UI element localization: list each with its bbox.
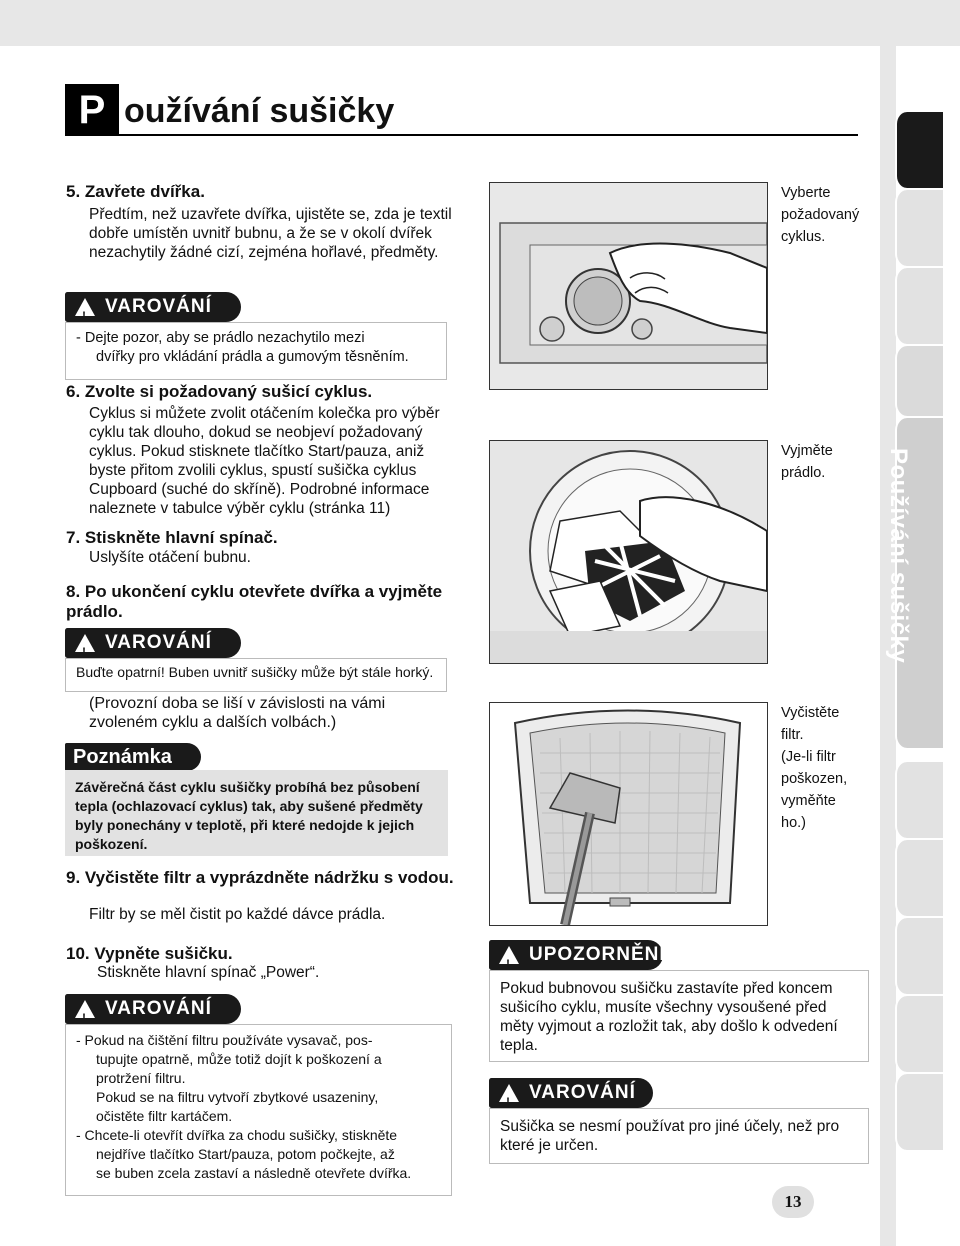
chapter-tab-9[interactable]	[895, 996, 943, 1072]
warning-icon	[75, 634, 95, 652]
step5-body: Předtím, než uzavřete dvířka, ujistěte se, zda je textil dobře umístěn uvnitř bubnu, a že se v okolí dvířek nezachytily žádné cizí, zejména hořlavé, předměty.	[89, 206, 452, 261]
warning-badge	[489, 1078, 653, 1108]
drum-laundry-illustration	[489, 440, 768, 664]
chapter-tab-3[interactable]	[895, 268, 943, 344]
warning-line: - Pokud na čištění filtru používáte vysavač, pos-	[76, 1032, 373, 1048]
note-box: Závěrečná část cyklu sušičky probíhá bez působení tepla (ochlazovací cyklus) tak, aby sušené předměty byly ponechány v teplotě, při které nedojde k jejich poškození.	[65, 770, 448, 856]
step6-body: Cyklus si můžete zvolit otáčením kolečka pro výběr cyklu tak dlouho, dokud se neobjeví požadovaný cyklus. Pokud stisknete tlačítko Start/pauza, aniž byste přitom zvolili cyklus, spustí sušička cyklus Cupboard (suché do skříně). Podrobné informace naleznete v tabulce výběr cyklu (stránka 11)	[89, 405, 440, 517]
caution-box: Pokud bubnovou sušičku zastavíte před koncem sušicího cyklu, musíte všechny vysoušené před měty vyjmout a rozložit tak, aby došlo k odvedení tepla.	[489, 970, 869, 1062]
warning-label: VAROVÁNÍ	[105, 296, 212, 317]
step9-body: Filtr by se měl čistit po každé dávce prádla.	[89, 906, 386, 923]
warning-line: Pokud se na filtru vytvoří zbytkové usazeniny,	[96, 1089, 379, 1105]
warning-box	[65, 322, 447, 380]
warning-badge	[65, 994, 241, 1024]
warning-line: - Chcete-li otevřít dvířka za chodu sušičky, stiskněte	[76, 1127, 398, 1143]
warning-badge	[65, 628, 241, 658]
header-rule	[65, 134, 858, 136]
warning-box: Sušička se nesmí používat pro jiné účely, než pro které je určen.	[489, 1108, 869, 1164]
step8-title: 8. Po ukončení cyklu otevřete dvířka a vyjměte prádlo.	[66, 582, 443, 621]
warning-line: Buďte opatrní! Buben uvnitř sušičky může být stále horký.	[76, 664, 434, 680]
caption-remove-laundry	[781, 440, 833, 484]
caption-select-cycle	[781, 182, 859, 248]
warning-line: se buben zcela zastaví a následně otevřete dvířka.	[96, 1165, 412, 1181]
caption-line: filtr.	[781, 727, 804, 743]
step9-title: 9. Vyčistěte filtr a vyprázdněte nádržku s vodou.	[66, 868, 454, 887]
caption-line: poškozen,	[781, 771, 848, 787]
step7-title: 7. Stiskněte hlavní spínač.	[66, 528, 278, 547]
caption-line: požadovaný	[781, 207, 860, 223]
step6-title: 6. Zvolte si požadovaný sušicí cyklus.	[66, 382, 373, 401]
warning-box	[65, 1024, 452, 1196]
caution-icon	[499, 946, 519, 964]
caution-badge	[489, 940, 666, 970]
step8-extra: (Provozní doba se liší v závislosti na vámi zvoleném cyklu a dalších volbách.)	[89, 695, 386, 731]
side-tab-title-text: Používání sušičky	[885, 448, 912, 664]
chapter-tab-1[interactable]	[895, 112, 943, 188]
caption-line: (Je-li filtr	[781, 749, 836, 765]
filter-cleaning-illustration	[489, 702, 768, 926]
chapter-tab-8[interactable]	[895, 918, 943, 994]
warning-box	[65, 658, 447, 692]
warning-badge	[65, 292, 241, 322]
page-number: 13	[772, 1186, 814, 1218]
step10-title: 10. Vypněte sušičku.	[66, 944, 233, 963]
warning-icon	[75, 1000, 95, 1018]
warning-line: tupujte opatrně, může totiž dojít k poškození a	[96, 1051, 382, 1067]
warning-icon	[499, 1084, 519, 1102]
caption-line: cyklus.	[781, 229, 826, 245]
warning-line: očistěte filtr kartáčem.	[96, 1108, 233, 1124]
warning-line: dvířky pro vkládání prádla a gumovým těsněním.	[96, 349, 409, 365]
chapter-tab-4[interactable]	[895, 346, 943, 416]
page-title: oužívání sušičky	[124, 92, 395, 130]
warning-line: protržení filtru.	[96, 1070, 186, 1086]
caption-line: ho.)	[781, 815, 806, 831]
chapter-tab-6[interactable]	[895, 762, 943, 838]
caution-label: UPOZORNĚNÍ	[529, 944, 666, 965]
header-letter-box: P	[65, 84, 119, 136]
step10-body: Stiskněte hlavní spínač „Power“.	[97, 964, 320, 981]
caption-clean-filter	[781, 702, 847, 834]
side-tab-title	[872, 448, 952, 664]
warning-label: VAROVÁNÍ	[105, 998, 212, 1019]
chapter-tab-10[interactable]	[895, 1074, 943, 1150]
chapter-tab-7[interactable]	[895, 840, 943, 916]
warning-line: nejdříve tlačítko Start/pauza, potom počkejte, až	[96, 1146, 395, 1162]
warning-line: - Dejte pozor, aby se prádlo nezachytilo mezi	[76, 330, 365, 346]
caption-line: Vyjměte	[781, 443, 833, 459]
caption-line: prádlo.	[781, 465, 826, 481]
step5-title: 5. Zavřete dvířka.	[66, 182, 205, 201]
step7-body: Uslyšíte otáčení bubnu.	[89, 549, 251, 566]
note-badge: Poznámka	[65, 743, 201, 771]
warning-label: VAROVÁNÍ	[105, 632, 212, 653]
warning-icon	[75, 298, 95, 316]
chapter-tab-2[interactable]	[895, 190, 943, 266]
control-dial-illustration	[489, 182, 768, 390]
caption-line: vyměňte	[781, 793, 836, 809]
warning-label: VAROVÁNÍ	[529, 1082, 636, 1103]
caption-line: Vyčistěte	[781, 705, 840, 721]
caption-line: Vyberte	[781, 185, 831, 201]
top-bar	[0, 0, 960, 46]
